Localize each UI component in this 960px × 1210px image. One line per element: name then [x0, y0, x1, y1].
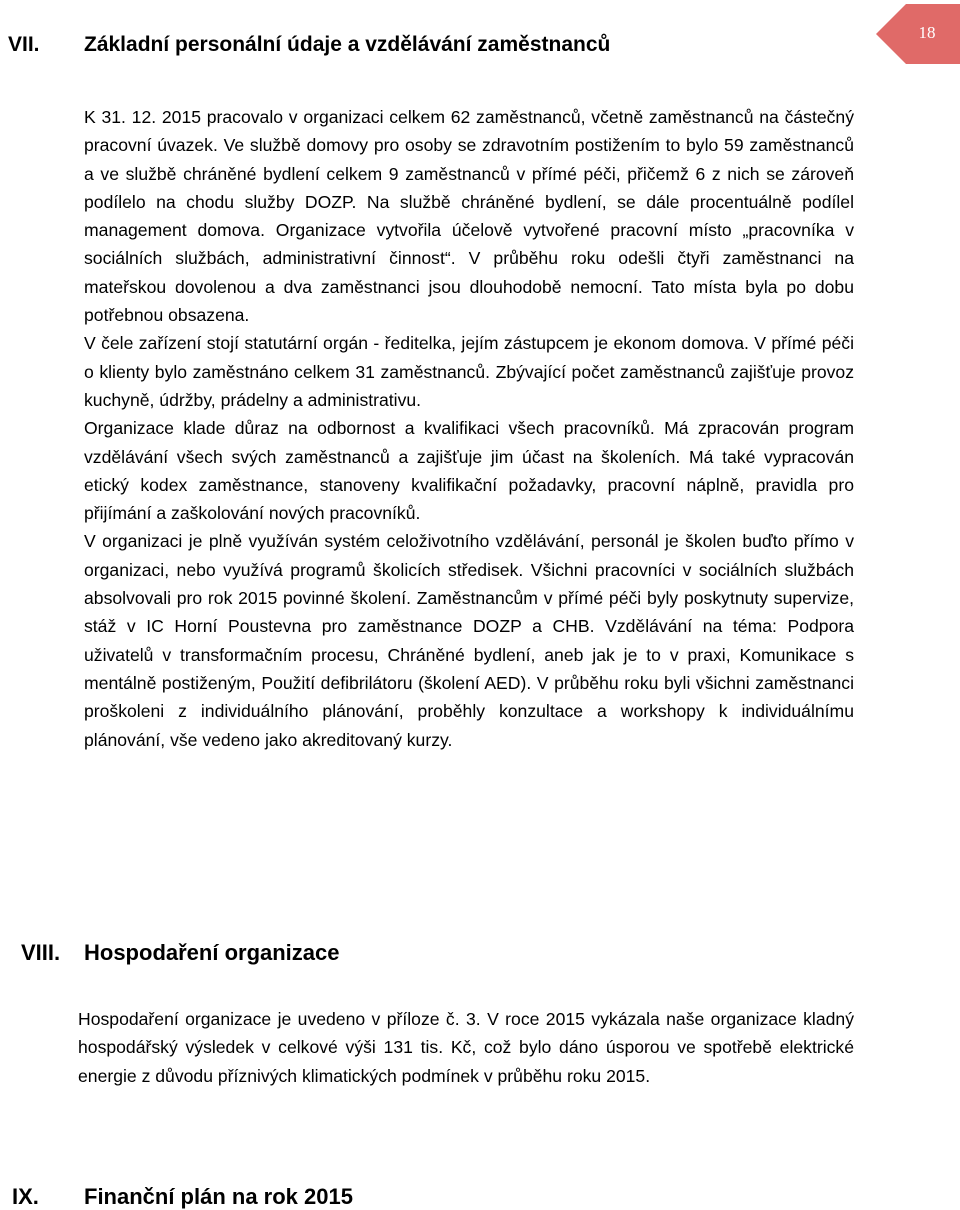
sentence: V roce 2015 vykázala naše organizace kladný hospodářský výsledek v celkové výši 131 tis. Kč, což bylo dáno úsporou ve spotřebě elektrické energie z důvodu příznivých klimatických podmínek v průběhu roku 2015.	[78, 1009, 854, 1086]
sentence: V průběhu roku odešli čtyři zaměstnanci na mateřskou dovolenou a dva zaměstnanci jsou dlouhodobě nemocní.	[84, 248, 854, 297]
sentence: Hospodaření organizace je uvedeno v příloze č. 3.	[78, 1009, 481, 1029]
sentence: Organizace vytvořila účelově vytvořené pracovní místo „pracovníka v sociálních službách, administrativní činnost“.	[84, 220, 855, 269]
sentence: Vzdělávání na téma: Podpora uživatelů v transformačním procesu, Chráněné bydlení, aneb jak je to v praxi, Komunikace s mentálně postiženým, Použití defibrilátoru (školení AED).	[84, 616, 854, 693]
sentence: V organizaci je plně využíván systém celoživotního vzdělávání, personál je školen buďto přímo v organizaci, nebo využívá programů školicích středisek.	[84, 531, 854, 580]
sentence: Tato místa byla po dobu potřebnou obsazena.	[84, 276, 854, 326]
economy-paragraph	[78, 1005, 854, 1090]
sentence: Má zpracován program vzdělávání všech svých zaměstnanců a zajišťuje jim účast na školeních.	[84, 418, 854, 467]
section-number-ix: IX.	[12, 1184, 39, 1209]
personnel-paragraph	[84, 103, 854, 754]
sentence: K 31. 12. 2015 pracovalo v organizaci celkem 62 zaměstnanců, včetně zaměstnanců na částečný pracovní úvazek.	[84, 107, 854, 156]
sentence: Organizace klade důraz na odbornost a kvalifikaci všech pracovníků.	[84, 418, 655, 439]
sentence: V čele zařízení stojí statutární orgán - ředitelka, jejím zástupcem je ekonom domova.	[84, 333, 749, 354]
section-title-personnel: Základní personální údaje a vzdělávání zaměstnanců	[84, 33, 611, 56]
sentence: Ve službě domovy pro osoby se zdravotním postižením to bylo 59 zaměstnanců a ve službě chráněné bydlení celkem 9 zaměstnanců v přímé péči, přičemž 6 z nich se zároveň podílelo na chodu služby DOZP.	[84, 135, 854, 212]
sentence: Má také vypracován etický kodex zaměstnance, stanoveny kvalifikační požadavky, pracovní náplně, pravidla pro přijímání a zaškolování nových pracovníků.	[84, 446, 855, 524]
section-title-economy: Hospodaření organizace	[84, 940, 340, 965]
section-number-vii: VII.	[8, 33, 40, 56]
sentence: Zbývající počet zaměstnanců zajišťuje provoz kuchyně, údržby, prádelny a administrativu.	[84, 361, 854, 410]
sentence: V průběhu roku byli všichni zaměstnanci proškoleni z individuálního plánování, proběhly konzultace a workshopy k individuálnímu plánování, vše vedeno jako akreditovaný kurzy.	[84, 672, 854, 750]
sentence: Všichni pracovníci v sociálních službách absolvovali pro rok 2015 povinné školení.	[84, 559, 854, 609]
section-title-financial-plan: Finanční plán na rok 2015	[84, 1184, 353, 1209]
sentence: Na službě chráněné bydlení, se dále procentuálně podílel management domova.	[84, 191, 854, 241]
sentence: V přímé péči o klienty bylo zaměstnáno celkem 31 zaměstnanců.	[84, 333, 854, 382]
page-number-badge	[876, 4, 960, 64]
sentence: Zaměstnancům v přímé péči byly poskytnuty supervize, stáž v IC Horní Poustevna pro zaměstnance DOZP a CHB.	[84, 588, 854, 637]
page-number: 18	[918, 23, 936, 42]
section-number-viii: VIII.	[21, 940, 61, 965]
